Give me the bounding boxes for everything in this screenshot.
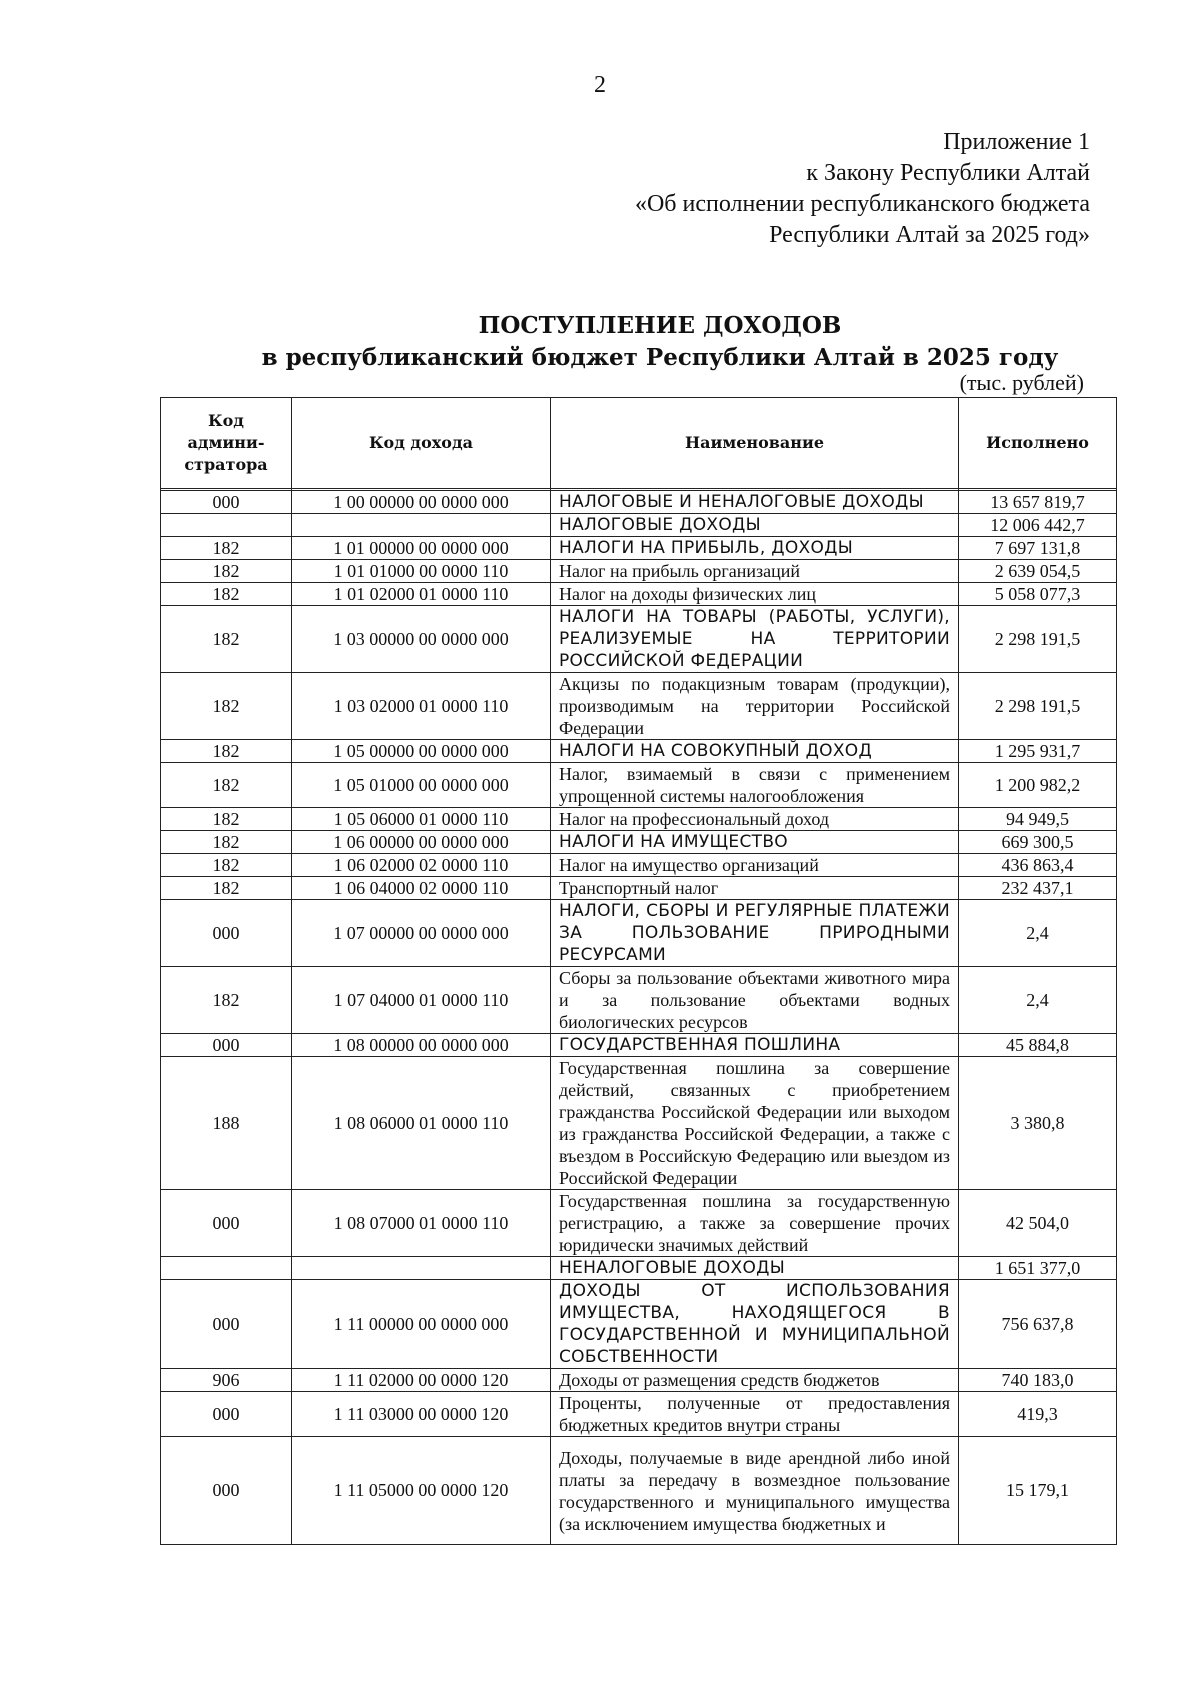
income-code-cell: 1 06 04000 02 0000 110 [292,877,551,900]
table-row [161,763,1117,808]
income-name-cell: Доходы, получаемые в виде арендной либо иной платы за передачу в возмездное пользование государственного и муниципального имущества (за исключением имущества бюджетных и [551,1437,959,1545]
header-income-code: Код дохода [292,398,551,489]
income-name-cell: Государственная пошлина за государственную регистрацию, а также за совершение прочих юридически значимых действий [551,1190,959,1257]
income-code-cell: 1 06 00000 00 0000 000 [292,831,551,854]
income-code-cell: 1 06 02000 02 0000 110 [292,854,551,877]
executed-amount-cell: 13 657 819,7 [959,491,1117,514]
table-row [161,1280,1117,1369]
table-row [161,583,1117,606]
admin-code-cell: 000 [161,491,292,514]
income-code-cell: 1 03 00000 00 0000 000 [292,606,551,673]
income-code-cell: 1 01 01000 00 0000 110 [292,560,551,583]
admin-code-cell: 182 [161,740,292,763]
header-executed: Исполнено [959,398,1117,489]
income-code-cell: 1 08 06000 01 0000 110 [292,1057,551,1190]
income-code-cell: 1 07 00000 00 0000 000 [292,900,551,967]
income-name-cell: Акцизы по подакцизным товарам (продукции), производимым на территории Российской Федерации [551,673,959,740]
admin-code-cell: 182 [161,560,292,583]
units-label: (тыс. рублей) [959,370,1084,395]
document-title [160,310,1160,374]
admin-code-cell: 188 [161,1057,292,1190]
income-code-cell: 1 05 00000 00 0000 000 [292,740,551,763]
income-table [160,397,1117,1545]
executed-amount-cell: 7 697 131,8 [959,537,1117,560]
admin-code-cell: 182 [161,831,292,854]
admin-code-cell: 182 [161,606,292,673]
title-line: ПОСТУПЛЕНИЕ ДОХОДОВ [478,312,842,339]
header-name: Наименование [551,398,959,489]
income-name-cell: Налог на доходы физических лиц [551,583,959,606]
executed-amount-cell: 756 637,8 [959,1280,1117,1369]
admin-code-cell [161,1257,292,1280]
income-code-cell: 1 07 04000 01 0000 110 [292,967,551,1034]
appendix-header [635,127,1090,251]
income-code-cell: 1 05 06000 01 0000 110 [292,808,551,831]
table-row [161,514,1117,537]
table-row [161,1437,1117,1545]
executed-amount-cell: 3 380,8 [959,1057,1117,1190]
table-row [161,877,1117,900]
header-admin-code: Код админи-стратора [161,398,292,489]
income-code-cell [292,1257,551,1280]
income-name-cell: НАЛОГИ, СБОРЫ И РЕГУЛЯРНЫЕ ПЛАТЕЖИ ЗА ПОЛЬЗОВАНИЕ ПРИРОДНЫМИ РЕСУРСАМИ [551,900,959,967]
table-row [161,1257,1117,1280]
table-row [161,808,1117,831]
income-name-cell: Транспортный налог [551,877,959,900]
executed-amount-cell: 2 298 191,5 [959,606,1117,673]
income-code-cell: 1 11 00000 00 0000 000 [292,1280,551,1369]
executed-amount-cell: 436 863,4 [959,854,1117,877]
income-code-cell [292,514,551,537]
income-code-cell: 1 00 00000 00 0000 000 [292,491,551,514]
income-name-cell: НАЛОГИ НА ПРИБЫЛЬ, ДОХОДЫ [551,537,959,560]
admin-code-cell: 906 [161,1369,292,1392]
executed-amount-cell: 419,3 [959,1392,1117,1437]
admin-code-cell: 000 [161,1437,292,1545]
executed-amount-cell: 5 058 077,3 [959,583,1117,606]
income-name-cell: НАЛОГИ НА ТОВАРЫ (РАБОТЫ, УСЛУГИ), РЕАЛИЗУЕМЫЕ НА ТЕРРИТОРИИ РОССИЙСКОЙ ФЕДЕРАЦИИ [551,606,959,673]
income-code-cell: 1 11 05000 00 0000 120 [292,1437,551,1545]
table-row [161,560,1117,583]
executed-amount-cell: 1 200 982,2 [959,763,1117,808]
admin-code-cell: 182 [161,673,292,740]
table-row [161,491,1117,514]
admin-code-cell: 182 [161,967,292,1034]
table-row [161,1392,1117,1437]
income-name-cell: Проценты, полученные от предоставления бюджетных кредитов внутри страны [551,1392,959,1437]
income-name-cell: НАЛОГОВЫЕ И НЕНАЛОГОВЫЕ ДОХОДЫ [551,491,959,514]
table-row [161,673,1117,740]
appendix-line: «Об исполнении республиканского бюджета [634,191,1090,217]
appendix-line: Республики Алтай за 2025 год» [769,222,1090,248]
table-row [161,1190,1117,1257]
table-row [161,1057,1117,1190]
page-number: 2 [594,72,606,98]
admin-code-cell: 182 [161,808,292,831]
income-code-cell: 1 11 02000 00 0000 120 [292,1369,551,1392]
executed-amount-cell: 2 298 191,5 [959,673,1117,740]
income-code-cell: 1 11 03000 00 0000 120 [292,1392,551,1437]
admin-code-cell: 000 [161,1280,292,1369]
table-row [161,967,1117,1034]
executed-amount-cell: 669 300,5 [959,831,1117,854]
income-code-cell: 1 03 02000 01 0000 110 [292,673,551,740]
table-row [161,854,1117,877]
admin-code-cell: 182 [161,877,292,900]
admin-code-cell: 182 [161,537,292,560]
appendix-line: Приложение 1 [943,129,1090,155]
executed-amount-cell: 15 179,1 [959,1437,1117,1545]
table-row [161,537,1117,560]
income-name-cell: ГОСУДАРСТВЕННАЯ ПОШЛИНА [551,1034,959,1057]
executed-amount-cell: 2,4 [959,967,1117,1034]
income-code-cell: 1 01 02000 01 0000 110 [292,583,551,606]
income-name-cell: Налог на профессиональный доход [551,808,959,831]
income-name-cell: Налог, взимаемый в связи с применением упрощенной системы налогообложения [551,763,959,808]
income-name-cell: Доходы от размещения средств бюджетов [551,1369,959,1392]
table-row [161,606,1117,673]
table-row [161,1034,1117,1057]
subtitle-line: в республиканский бюджет Республики Алтай в 2025 году [261,344,1059,371]
income-name-cell: Налог на имущество организаций [551,854,959,877]
income-name-cell: НЕНАЛОГОВЫЕ ДОХОДЫ [551,1257,959,1280]
admin-code-cell: 000 [161,900,292,967]
executed-amount-cell: 1 295 931,7 [959,740,1117,763]
admin-code-cell: 182 [161,583,292,606]
income-name-cell: НАЛОГИ НА ИМУЩЕСТВО [551,831,959,854]
admin-code-cell: 000 [161,1392,292,1437]
executed-amount-cell: 45 884,8 [959,1034,1117,1057]
table-header-row [161,398,1117,489]
executed-amount-cell: 12 006 442,7 [959,514,1117,537]
executed-amount-cell: 1 651 377,0 [959,1257,1117,1280]
table-row [161,831,1117,854]
table-body [161,489,1117,1545]
admin-code-cell: 182 [161,854,292,877]
income-code-cell: 1 08 07000 01 0000 110 [292,1190,551,1257]
income-name-cell: ДОХОДЫ ОТ ИСПОЛЬЗОВАНИЯ ИМУЩЕСТВА, НАХОДЯЩЕГОСЯ В ГОСУДАРСТВЕННОЙ И МУНИЦИПАЛЬНОЙ СОБСТВЕННОСТИ [551,1280,959,1369]
appendix-line: к Закону Республики Алтай [806,160,1090,186]
admin-code-cell: 000 [161,1190,292,1257]
income-name-cell: НАЛОГОВЫЕ ДОХОДЫ [551,514,959,537]
admin-code-cell [161,514,292,537]
income-code-cell: 1 08 00000 00 0000 000 [292,1034,551,1057]
executed-amount-cell: 42 504,0 [959,1190,1117,1257]
table-row [161,1369,1117,1392]
income-name-cell: НАЛОГИ НА СОВОКУПНЫЙ ДОХОД [551,740,959,763]
executed-amount-cell: 2,4 [959,900,1117,967]
income-name-cell: Сборы за пользование объектами животного мира и за пользование объектами водных биологических ресурсов [551,967,959,1034]
admin-code-cell: 000 [161,1034,292,1057]
income-code-cell: 1 05 01000 00 0000 000 [292,763,551,808]
executed-amount-cell: 2 639 054,5 [959,560,1117,583]
executed-amount-cell: 232 437,1 [959,877,1117,900]
table-row [161,740,1117,763]
income-name-cell: Государственная пошлина за совершение действий, связанных с приобретением гражданства Российской Федерации или выходом из гражданства Российской Федерации, а также с въездом в Российскую Федерацию или выездом из Российской Федерации [551,1057,959,1190]
executed-amount-cell: 94 949,5 [959,808,1117,831]
income-code-cell: 1 01 00000 00 0000 000 [292,537,551,560]
table-row [161,900,1117,967]
executed-amount-cell: 740 183,0 [959,1369,1117,1392]
admin-code-cell: 182 [161,763,292,808]
income-name-cell: Налог на прибыль организаций [551,560,959,583]
